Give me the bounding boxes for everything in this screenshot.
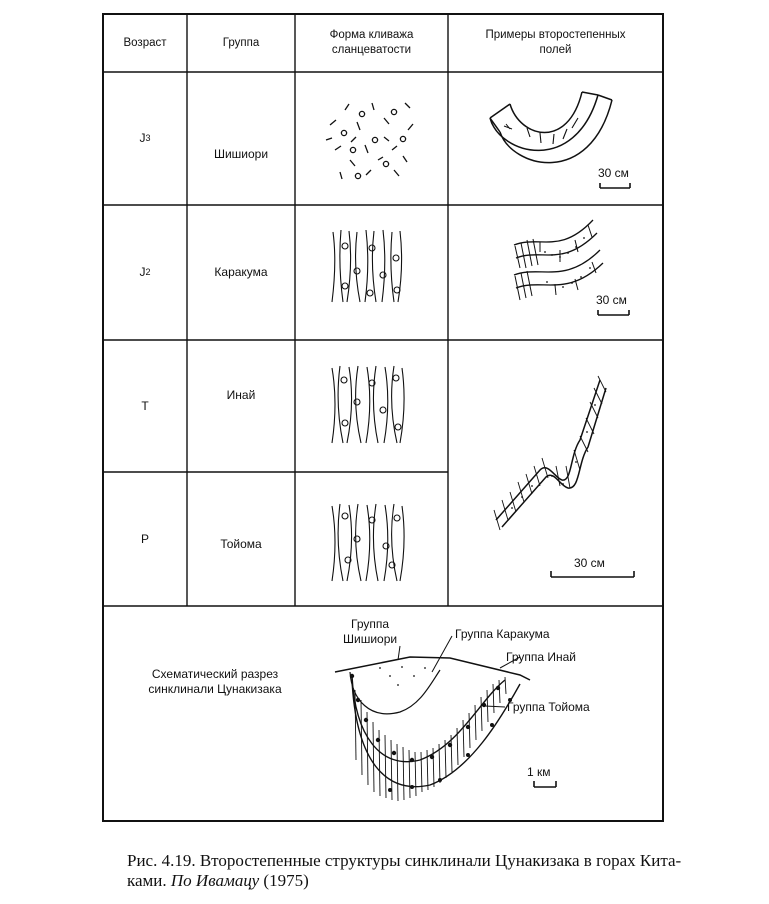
header-group-label: Группа	[222, 36, 260, 49]
section-title-line2: синклинали Цунакизака	[148, 682, 282, 696]
scale-bar-row1	[600, 183, 630, 188]
label-karakuma: Группа Каракума	[455, 627, 550, 641]
row4-age-symbol: P	[140, 531, 149, 546]
row3-age-symbol: T	[141, 398, 149, 413]
cleavage-pattern-karakuma	[332, 230, 402, 302]
header-examples	[448, 14, 663, 72]
header-cleavage	[295, 14, 448, 72]
fold-example-karakuma	[514, 220, 603, 300]
row2-age-symbol: J	[139, 265, 146, 279]
scale-label-row34: 30 см	[574, 556, 605, 570]
label-shishiori-line2: Шишиори	[343, 632, 398, 646]
section-title-line1: Схематический разрез	[151, 667, 279, 681]
row2-age-subscript: 2	[145, 267, 151, 277]
section-title	[120, 662, 310, 702]
label-inai: Группа Инай	[506, 650, 576, 664]
header-group	[187, 14, 295, 72]
fold-example-shishiori	[490, 92, 612, 163]
row4-group-label: Тойома	[220, 537, 262, 551]
row3-age	[103, 340, 187, 472]
scale-label-1km: 1 км	[527, 765, 551, 779]
header-cleavage-line2: сланцеватости	[331, 44, 412, 56]
row2-group-label: Каракума	[214, 265, 268, 279]
label-toyoma: Группа Тойома	[507, 700, 590, 714]
label-shishiori	[343, 617, 397, 647]
row2-age	[103, 205, 187, 340]
figure-caption	[127, 851, 757, 891]
header-examples-line1: Примеры второстепенных	[485, 29, 626, 41]
header-age-label: Возраст	[123, 36, 167, 49]
scale-label-row2: 30 см	[596, 293, 627, 307]
scale-label-row1: 30 см	[598, 166, 629, 180]
syncline-section	[335, 636, 530, 801]
row4-age	[103, 472, 187, 606]
header-cleavage-line1: Форма кливажа	[329, 29, 414, 41]
row1-group-label: Шишиори	[213, 147, 269, 161]
cleavage-pattern-toyoma	[332, 504, 404, 581]
label-shishiori-line1: Группа	[351, 617, 390, 631]
caption-author: По Ивамацу	[170, 871, 260, 890]
row3-group-label: Инай	[226, 387, 256, 402]
row2-group	[187, 205, 295, 340]
fold-example-inai-toyoma	[494, 376, 606, 530]
row1-age-symbol: J	[139, 131, 146, 145]
row4-group	[187, 472, 295, 617]
cleavage-pattern-shishiori	[326, 103, 413, 179]
row1-age	[103, 72, 187, 205]
caption-year: (1975)	[263, 871, 309, 890]
scale-bar-row34	[551, 571, 634, 577]
caption-line1: Рис. 4.19. Второстепенные структуры синклинали Цунакизака в горах Кита-	[127, 851, 682, 870]
header-age	[103, 14, 187, 72]
row3-group	[187, 340, 295, 450]
scale-bar-row2	[598, 310, 629, 315]
header-examples-line2: полей	[539, 44, 572, 56]
row1-age-subscript: 3	[145, 133, 151, 143]
caption-line2-start: ками.	[127, 871, 167, 890]
scale-bar-1km	[534, 781, 556, 787]
cleavage-pattern-inai	[332, 366, 404, 443]
